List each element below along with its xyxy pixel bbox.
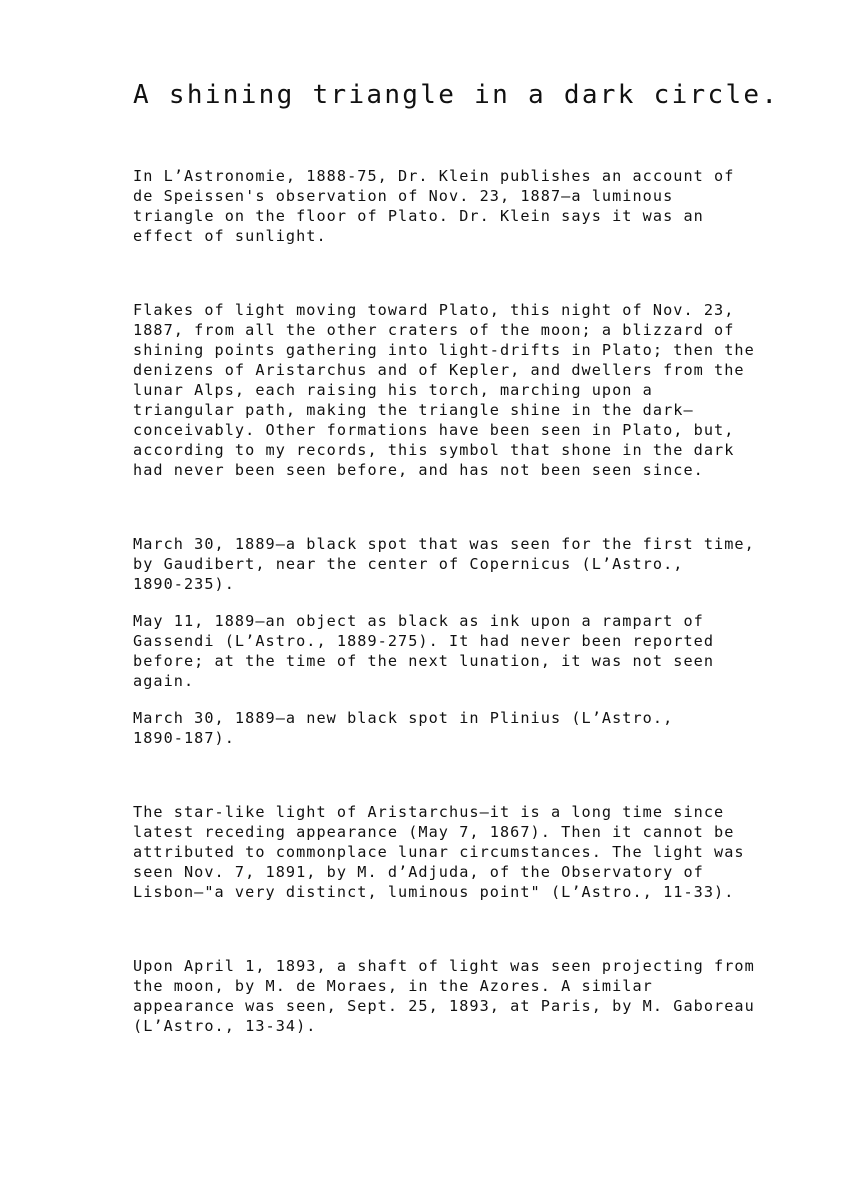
- text-line: had never been seen before, and has not been seen since.: [133, 461, 704, 479]
- text-line: conceivably. Other formations have been seen in Plato, but,: [133, 421, 735, 439]
- text-line: March 30, 1889—a new black spot in Plinius (L’Astro.,: [133, 709, 674, 727]
- text-line: The star-like light of Aristarchus—it is a long time since: [133, 803, 725, 821]
- text-line: 1890-187).: [133, 729, 235, 747]
- text-line: Lisbon—"a very distinct, luminous point" (L’Astro., 11-33).: [133, 883, 735, 901]
- text-line: appearance was seen, Sept. 25, 1893, at Paris, by M. Gaboreau: [133, 997, 755, 1015]
- text-line: lunar Alps, each raising his torch, marching upon a: [133, 381, 653, 399]
- text-line: Upon April 1, 1893, a shaft of light was seen projecting from: [133, 957, 755, 975]
- text-line: 1890-235).: [133, 575, 235, 593]
- text-line: In L’Astronomie, 1888-75, Dr. Klein publishes an account of: [133, 167, 735, 185]
- text-line: according to my records, this symbol that shone in the dark: [133, 441, 735, 459]
- paragraph-copernicus-spot: [133, 534, 755, 594]
- text-line: (L’Astro., 13-34).: [133, 1017, 317, 1035]
- text-line: triangular path, making the triangle shine in the dark—: [133, 401, 694, 419]
- text-line: 1887, from all the other craters of the moon; a blizzard of: [133, 321, 735, 339]
- text-line: seen Nov. 7, 1891, by M. d’Adjuda, of the Observatory of: [133, 863, 704, 881]
- paragraph-gassendi-object: [133, 611, 714, 691]
- paragraph-plinius-spot: [133, 708, 673, 748]
- text-line: attributed to commonplace lunar circumstances. The light was: [133, 843, 745, 861]
- paragraph-aristarchus-light: [133, 802, 745, 902]
- text-line: denizens of Aristarchus and of Kepler, and dwellers from the: [133, 361, 745, 379]
- page-title: A shining triangle in a dark circle.: [133, 80, 780, 110]
- text-line: May 11, 1889—an object as black as ink upon a rampart of: [133, 612, 704, 630]
- paragraph-flakes-of-light: [133, 300, 755, 480]
- text-line: again.: [133, 672, 195, 690]
- text-line: by Gaudibert, near the center of Copernicus (L’Astro.,: [133, 555, 684, 573]
- text-line: effect of sunlight.: [133, 227, 327, 245]
- text-line: before; at the time of the next lunation, it was not seen: [133, 652, 715, 670]
- text-line: shining points gathering into light-drifts in Plato; then the: [133, 341, 755, 359]
- text-line: Flakes of light moving toward Plato, this night of Nov. 23,: [133, 301, 735, 319]
- text-line: March 30, 1889—a black spot that was seen for the first time,: [133, 535, 755, 553]
- text-line: triangle on the floor of Plato. Dr. Klein says it was an: [133, 207, 704, 225]
- text-line: latest receding appearance (May 7, 1867). Then it cannot be: [133, 823, 735, 841]
- text-line: the moon, by M. de Moraes, in the Azores. A similar: [133, 977, 653, 995]
- paragraph-shaft-of-light: [133, 956, 755, 1036]
- text-line: Gassendi (L’Astro., 1889-275). It had never been reported: [133, 632, 715, 650]
- paragraph-klein-account: [133, 166, 734, 246]
- text-line: de Speissen's observation of Nov. 23, 1887—a luminous: [133, 187, 674, 205]
